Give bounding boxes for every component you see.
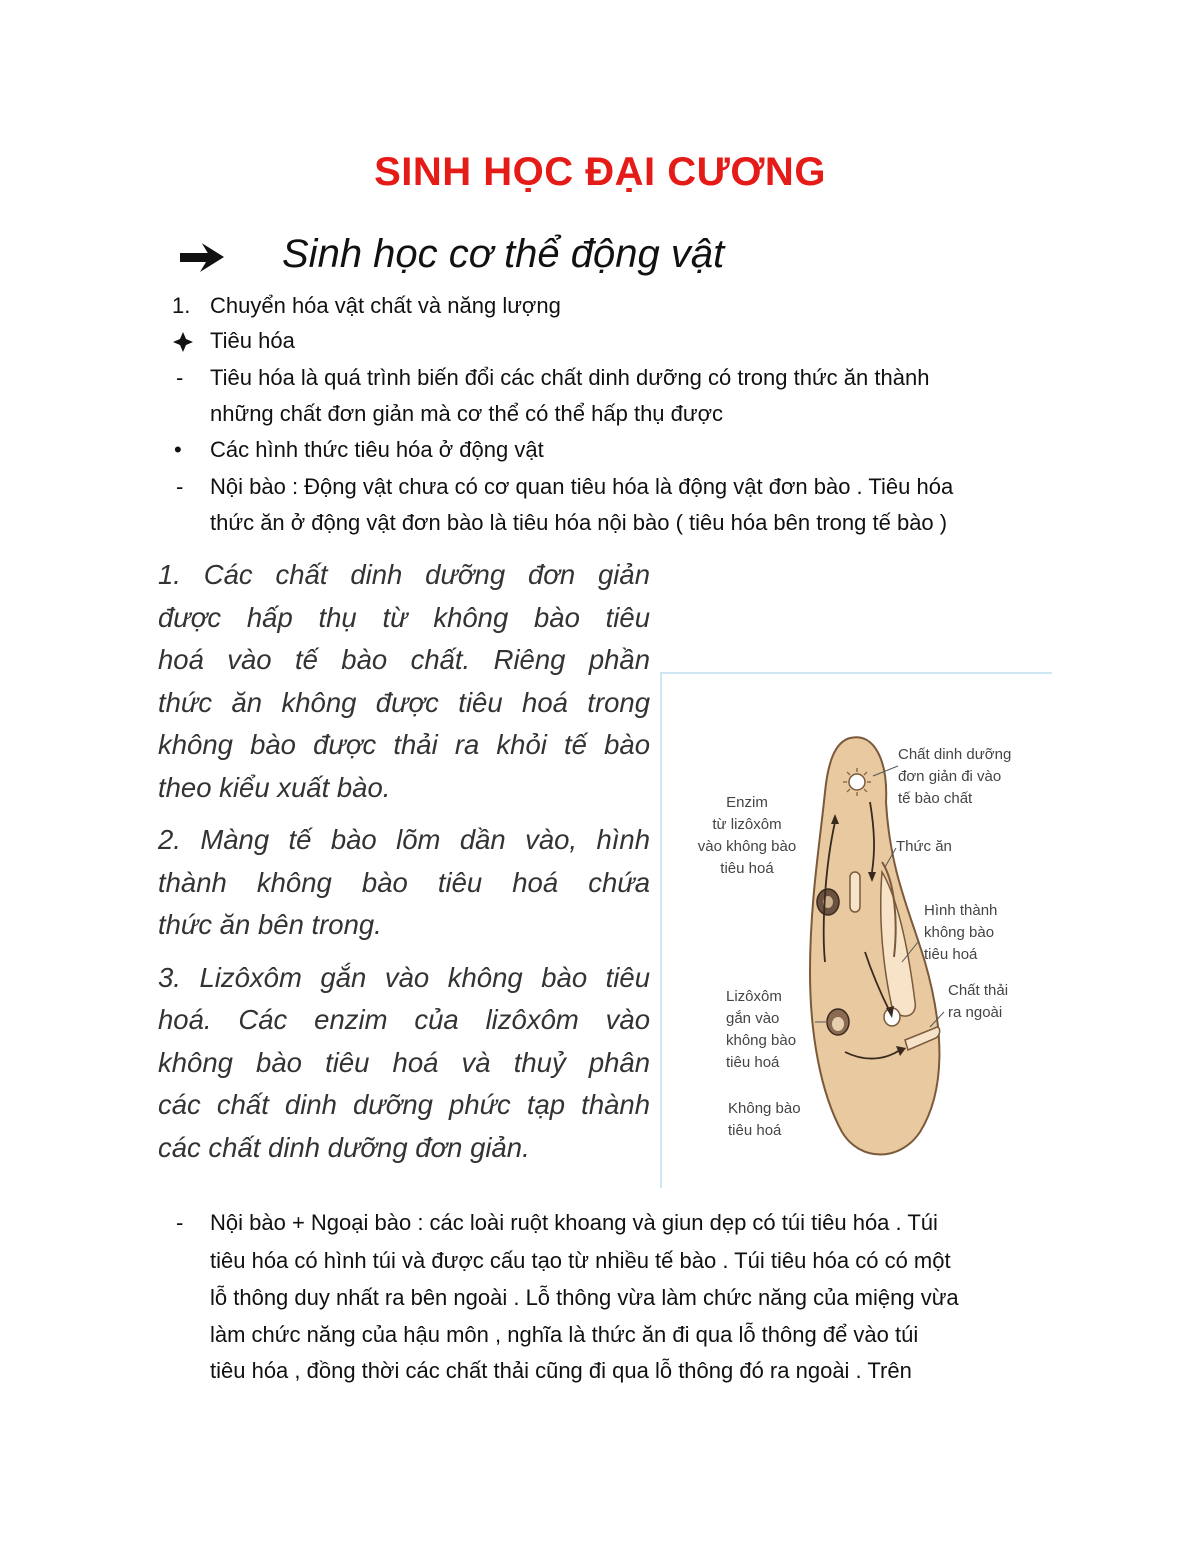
extracellular-line-2: tiêu hóa có hình túi và được cấu tạo từ nhiều tế bào . Túi tiêu hóa có có một xyxy=(210,1248,951,1273)
label-lysosome xyxy=(726,986,796,1074)
extracellular-line-4: làm chức năng của hậu môn , nghĩa là thức ăn đi qua lỗ thông để vào túi xyxy=(210,1322,919,1347)
step-line: không bào tiêu hoá và thuỷ phân xyxy=(158,1046,650,1078)
label-line: từ lizôxôm xyxy=(712,816,782,833)
section-number: 1. xyxy=(172,293,191,318)
extracellular-line-3: lỗ thông duy nhất ra bên ngoài . Lỗ thông vừa làm chức năng của miệng vừa xyxy=(210,1285,959,1310)
label-line: Thức ăn xyxy=(896,838,952,855)
label-line: Lizôxôm xyxy=(726,988,782,1005)
intracellular-line-1: Nội bào : Động vật chưa có cơ quan tiêu hóa là động vật đơn bào . Tiêu hóa xyxy=(210,474,954,499)
document-title: SINH HỌC ĐẠI CƯƠNG xyxy=(374,150,826,194)
label-line: Hình thành xyxy=(924,902,998,919)
step-line: 3. Lizôxôm gắn vào không bào tiêu xyxy=(158,961,650,993)
step-line: 1. Các chất dinh dưỡng đơn giản xyxy=(158,559,650,590)
step-line: thức ăn không được tiêu hoá trong xyxy=(158,686,650,718)
label-line: tế bào chất xyxy=(898,790,973,807)
label-line: Không bào xyxy=(728,1100,801,1117)
label-line: Enzim xyxy=(726,794,768,811)
step-line: hoá vào tế bào chất. Riêng phần xyxy=(158,644,650,675)
label-line: không bào xyxy=(726,1032,797,1049)
step-line: được hấp thụ từ không bào tiêu xyxy=(158,601,650,633)
label-line: Chất thải xyxy=(948,982,1009,999)
definition-line-2: những chất đơn giản mà cơ thể có thể hấp thụ được xyxy=(210,401,724,426)
label-line: tiêu hoá xyxy=(726,1054,780,1071)
step-3 xyxy=(158,957,650,1170)
section-heading: Chuyển hóa vật chất và năng lượng xyxy=(210,293,561,318)
label-waste xyxy=(948,980,1008,1024)
label-enzyme xyxy=(692,792,802,880)
label-line: tiêu hoá xyxy=(720,860,774,877)
dash-marker: - xyxy=(176,474,184,499)
label-line: Chất dinh dưỡng xyxy=(898,746,1012,763)
step-line: hoá. Các enzim của lizôxôm vào xyxy=(158,1004,650,1035)
forms-heading: Các hình thức tiêu hóa ở động vật xyxy=(210,437,544,462)
step-1 xyxy=(158,554,650,809)
label-line: gắn vào xyxy=(726,1010,780,1027)
extracellular-line-1: Nội bào + Ngoại bào : các loài ruột khoang và giun dẹp có túi tiêu hóa . Túi xyxy=(210,1210,938,1235)
step-2 xyxy=(158,819,650,947)
label-line: ra ngoài xyxy=(948,1004,1003,1021)
intracellular-line-2: thức ăn ở động vật đơn bào là tiêu hóa nội bào ( tiêu hóa bên trong tế bào ) xyxy=(210,510,948,535)
step-line: 2. Màng tế bào lõm dần vào, hình xyxy=(158,824,650,855)
step-line: các chất dinh dưỡng đơn giản. xyxy=(158,1131,530,1163)
topic-heading: Tiêu hóa xyxy=(210,328,295,353)
subheading-text: Sinh học cơ thể động vật xyxy=(282,232,725,276)
label-forming xyxy=(924,900,997,966)
extracellular-line-5: tiêu hóa , đồng thời các chất thải cũng đi qua lỗ thông đó ra ngoài . Trên xyxy=(210,1358,912,1383)
step-line: các chất dinh dưỡng phức tạp thành xyxy=(158,1089,650,1120)
step-line: thành không bào tiêu hoá chứa xyxy=(158,866,650,898)
label-line: không bào xyxy=(924,924,995,941)
label-food xyxy=(896,836,952,858)
label-line: đơn giản đi vào xyxy=(898,768,1002,785)
diamond-bullet-icon xyxy=(172,323,194,359)
label-line: tiêu hoá xyxy=(728,1122,782,1139)
dash-marker: - xyxy=(176,365,184,390)
label-nutrients xyxy=(898,744,1011,810)
dash-marker: - xyxy=(176,1210,184,1235)
textbook-steps xyxy=(158,554,650,1169)
step-line: thức ăn bên trong. xyxy=(158,909,382,940)
step-line: không bào được thải ra khỏi tế bào xyxy=(158,729,650,760)
digestion-figure xyxy=(660,672,1052,1188)
bullet-marker: • xyxy=(174,437,182,462)
label-line: vào không bào xyxy=(697,838,797,855)
definition-line-1: Tiêu hóa là quá trình biến đổi các chất dinh dưỡng có trong thức ăn thành xyxy=(210,365,930,390)
label-vacuole xyxy=(728,1098,801,1142)
label-line: tiêu hoá xyxy=(924,946,978,963)
arrow-right-icon xyxy=(178,238,228,276)
step-line: theo kiểu xuất bào. xyxy=(158,771,391,803)
